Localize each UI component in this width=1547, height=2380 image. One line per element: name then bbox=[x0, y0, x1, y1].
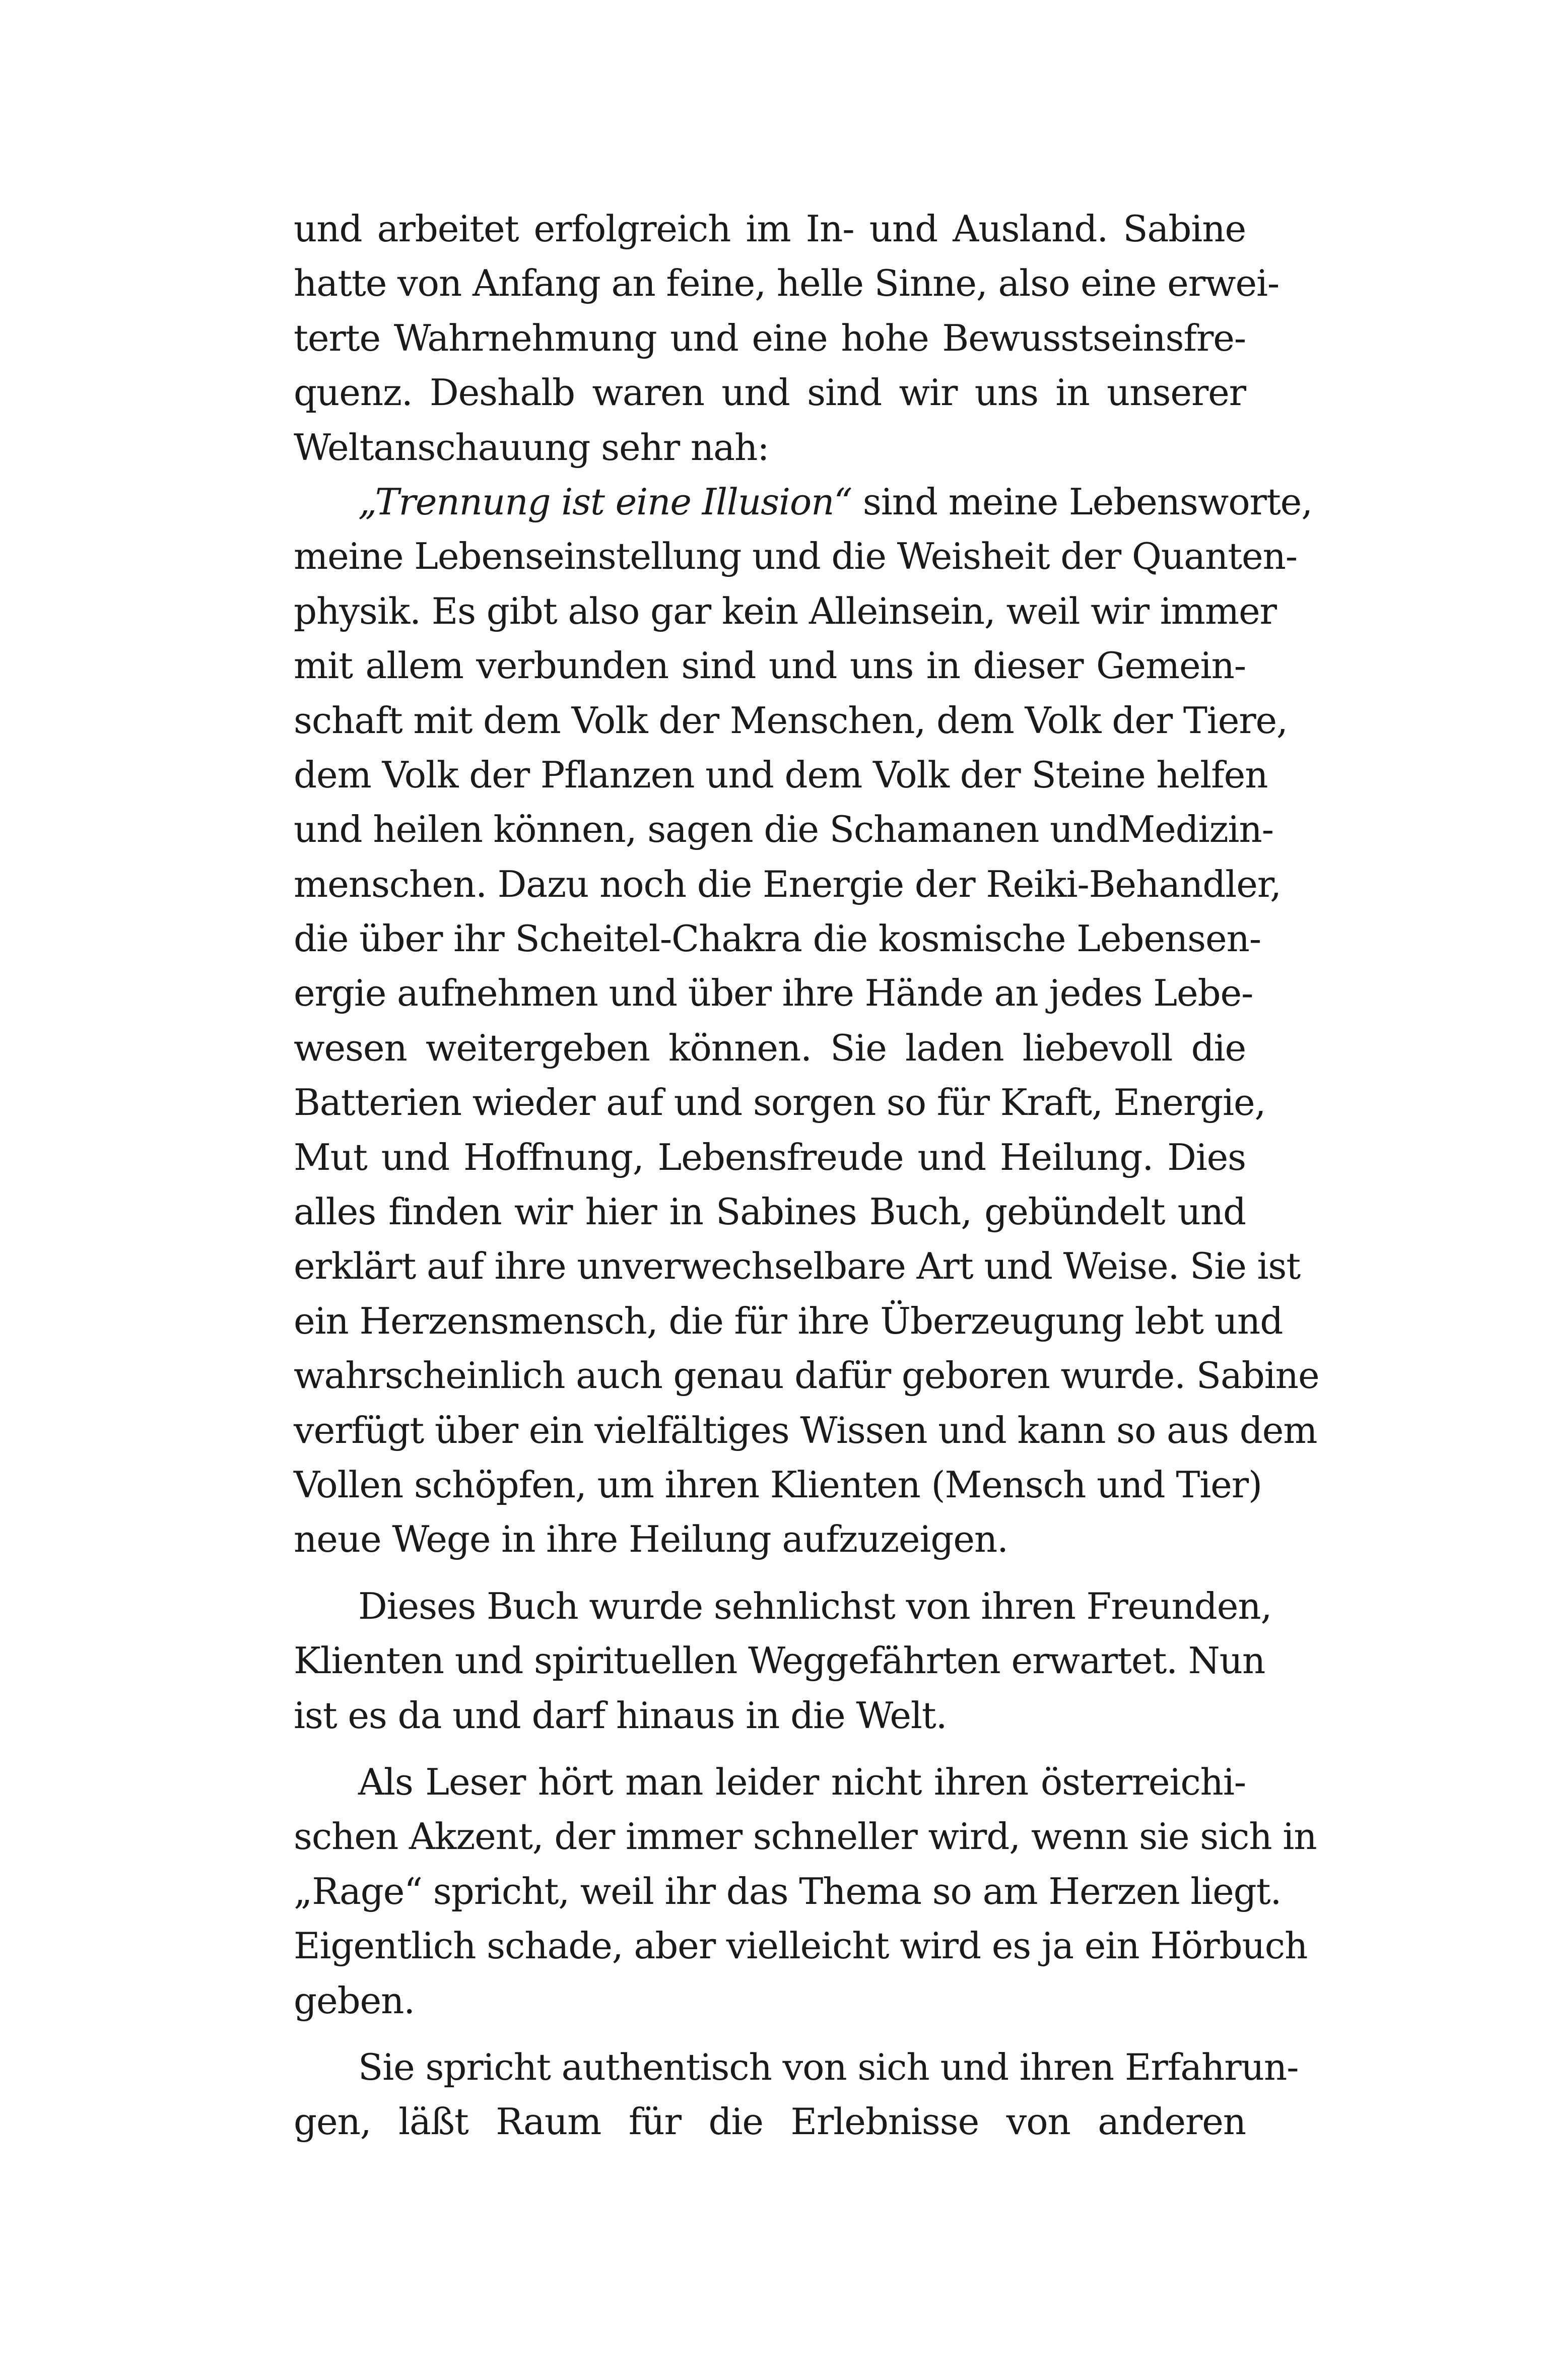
text-line: die über ihr Scheitel-Chakra die kosmische Lebensen- bbox=[294, 917, 1261, 960]
text-line: mit allem verbunden sind und uns in dieser Gemein- bbox=[294, 644, 1246, 687]
text-line: ein Herzensmensch, die für ihre Überzeugung lebt und bbox=[294, 1299, 1283, 1342]
text-line: wahrscheinlich auch genau dafür geboren wurde. Sabine bbox=[294, 1354, 1319, 1397]
text-line: Eigentlich schade, aber vielleicht wird es ja ein Hörbuch bbox=[294, 1925, 1308, 1967]
text-line: quenz. Deshalb waren und sind wir uns in unserer bbox=[294, 371, 1246, 414]
text-line: meine Lebenseinstellung und die Weisheit der Quanten- bbox=[294, 535, 1298, 578]
text-line: dem Volk der Pflanzen und dem Volk der Steine helfen bbox=[294, 753, 1268, 796]
text-line: Klienten und spirituellen Weggefährten erwartet. Nun bbox=[294, 1639, 1265, 1682]
text-line: alles finden wir hier in Sabines Buch, gebündelt und bbox=[294, 1191, 1246, 1233]
text-line: schen Akzent, der immer schneller wird, wenn sie sich in bbox=[294, 1815, 1317, 1858]
text-line: Als Leser hört man leider nicht ihren österreichi- bbox=[358, 1760, 1246, 1803]
paragraph-4 bbox=[294, 1755, 1317, 2028]
text-line: wesen weitergeben können. Sie laden liebevoll die bbox=[294, 1026, 1246, 1069]
text-line: „Rage“ spricht, weil ihr das Thema so am Herzen liegt. bbox=[294, 1870, 1282, 1912]
text-line: und heilen können, sagen die Schamanen undMedizin- bbox=[294, 808, 1273, 851]
text-line: Vollen schöpfen, um ihren Klienten (Mensch und Tier) bbox=[294, 1463, 1262, 1506]
paragraph-1 bbox=[294, 202, 1280, 475]
quote-continuation: sind meine Lebensworte, bbox=[852, 480, 1312, 523]
text-line: gen, läßt Raum für die Erlebnisse von anderen bbox=[294, 2100, 1246, 2143]
paragraph-3 bbox=[294, 1579, 1272, 1743]
text-line: physik. Es gibt also gar kein Alleinsein, weil wir immer bbox=[294, 589, 1276, 632]
text-line: und arbeitet erfolgreich im In- und Ausland. Sabine bbox=[294, 208, 1246, 250]
text-line: erklärt auf ihre unverwechselbare Art und Weise. Sie ist bbox=[294, 1245, 1301, 1288]
paragraph-5 bbox=[294, 2040, 1299, 2149]
text-line: menschen. Dazu noch die Energie der Reiki-Behandler, bbox=[294, 863, 1281, 905]
text-line: ist es da und darf hinaus in die Welt. bbox=[294, 1694, 947, 1737]
text-line: ergie aufnehmen und über ihre Hände an jedes Lebe- bbox=[294, 972, 1253, 1015]
text-line: schaft mit dem Volk der Menschen, dem Volk der Tiere, bbox=[294, 699, 1288, 742]
text-line: Batterien wieder auf und sorgen so für Kraft, Energie, bbox=[294, 1081, 1266, 1124]
italic-quote: „Trennung ist eine Illusion“ bbox=[358, 480, 852, 523]
text-line: Sie spricht authentisch von sich und ihren Erfahrun- bbox=[358, 2045, 1299, 2088]
text-line: terte Wahrnehmung und eine hohe Bewusstseinsfre- bbox=[294, 316, 1246, 359]
text-line: Dieses Buch wurde sehnlichst von ihren Freunden, bbox=[358, 1584, 1272, 1627]
text-line: geben. bbox=[294, 1979, 415, 2022]
text-line: verfügt über ein vielfältiges Wissen und kann so aus dem bbox=[294, 1409, 1317, 1451]
body-text bbox=[294, 202, 1319, 2149]
text-line: Weltanschauung sehr nah: bbox=[294, 426, 769, 469]
text-line-first bbox=[294, 475, 1312, 529]
text-line: Mut und Hoffnung, Lebensfreude und Heilung. Dies bbox=[294, 1136, 1246, 1178]
text-line: neue Wege in ihre Heilung aufzuzeigen. bbox=[294, 1518, 1008, 1561]
text-line: hatte von Anfang an feine, helle Sinne, also eine erwei- bbox=[294, 262, 1280, 305]
paragraph-2 bbox=[294, 475, 1319, 1567]
